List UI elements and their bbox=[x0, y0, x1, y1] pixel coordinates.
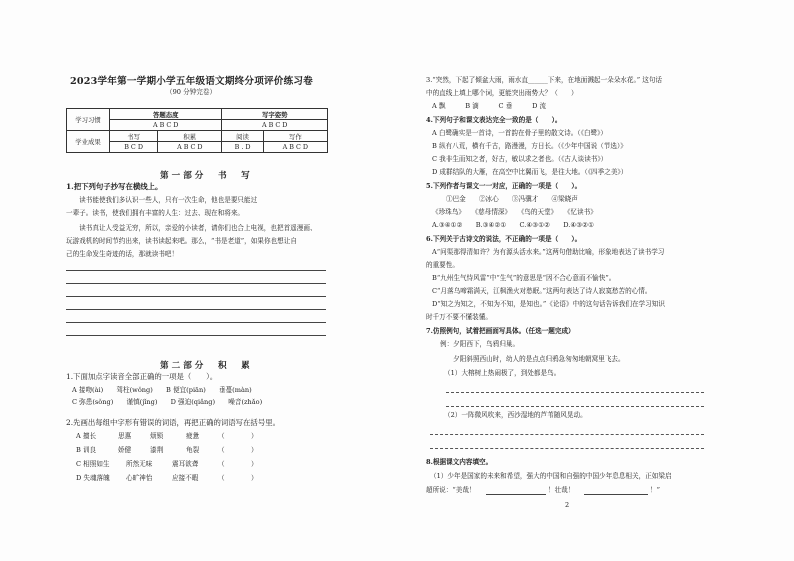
habits-label: 学习习惯 bbox=[67, 109, 110, 131]
q2-word: 震耳欲聋 bbox=[172, 460, 199, 468]
writing-line[interactable] bbox=[66, 296, 326, 297]
q7-answer-line[interactable] bbox=[446, 406, 704, 407]
q2-word: 娇健 bbox=[118, 446, 132, 454]
q2-word: 心旷神怡 bbox=[126, 474, 153, 482]
writing-line[interactable] bbox=[66, 270, 326, 271]
q3-options: A 飘 B 滴 C 垂 D 流 bbox=[432, 102, 547, 110]
q2-option: B 训良 bbox=[76, 446, 97, 454]
writing-line[interactable] bbox=[66, 335, 326, 336]
q4-option: D 成群结队的大雁，在高空中比翼而飞，是往大地。（《四季之美》） bbox=[432, 168, 628, 176]
writing-line[interactable] bbox=[66, 322, 326, 323]
q2-option: C 相照如生 bbox=[76, 460, 110, 468]
q5-authors: ①巴金 ②冰心 ③冯骥才 ④梁晓声 bbox=[446, 195, 578, 203]
q2-answer-bracket[interactable]: （ ） bbox=[218, 474, 258, 482]
passage-line: 己的生命发生奇迹的话，那就读书吧！ bbox=[66, 250, 179, 258]
col-accumulation: 积累 bbox=[158, 131, 222, 142]
q6-stem: 6.下列关于古诗文的说法，不正确的一项是（ ）。 bbox=[426, 235, 582, 243]
q6-option-d: D“知之为知之，不知为不知，是知也。”《论语》中的这句话告诉我们在学习知识 bbox=[432, 300, 665, 308]
q7-answer-line[interactable] bbox=[446, 392, 704, 393]
page-number: 2 bbox=[565, 501, 570, 509]
q3-line1: 3.“突然，下起了倾盆大雨，雨水直______下来，在地面溅起一朵朵水花。” 这句话 bbox=[426, 76, 663, 84]
q5-stem: 5.下列作者与课文一一对应，正确的一项是（ ）。 bbox=[426, 182, 582, 190]
q2-word: 思惠 bbox=[118, 432, 132, 440]
q2-option: D 失魂落魄 bbox=[76, 474, 110, 482]
q2-word: 所然无味 bbox=[126, 460, 153, 468]
q5-works: 《珍珠鸟》 《慈母情深》 《鸟的天堂》 《忆读书》 bbox=[432, 208, 597, 216]
q2-word: 应接不暇 bbox=[172, 474, 199, 482]
q7-item-2: （2）一阵微风吹来，西沙湿地的芦苇随风晃动。 bbox=[444, 411, 587, 419]
grade-composition: A B C D bbox=[263, 142, 327, 153]
exam-duration: （90 分钟完卷） bbox=[166, 88, 217, 96]
q4-option: A 白鹭确实是一首诗，一首韵在骨子里的散文诗。（《白鹭》） bbox=[432, 129, 607, 137]
q7-item-1: （1）大榕树上热闹极了，到处都是鸟。 bbox=[444, 369, 561, 377]
col-reading: 阅读 bbox=[222, 131, 263, 142]
q2-option: A 擅长 bbox=[76, 432, 97, 440]
writing-line[interactable] bbox=[66, 283, 326, 284]
q7-stem: 7.仿照例句，试着把画面写具体。（任选一题完成） bbox=[426, 327, 575, 335]
q6-option-b: B“九州生气恃风雷”中“生气”的意思是“因不合心意而不愉快”。 bbox=[432, 274, 616, 282]
attitude-grades: A B C D bbox=[110, 120, 222, 131]
q7-example-detail: 夕阳斜照西山时，幼人的是点点归鸦急匆匆地朝窝里飞去。 bbox=[440, 355, 625, 363]
q8-line2-end: ！” bbox=[650, 486, 660, 494]
q2-word: 漆荆 bbox=[150, 446, 164, 454]
q8-line2-mid: ！壮哉！ bbox=[548, 486, 575, 494]
q4-option: B 纵有八荒，横有千古，路漫漫，方日长。（《少年中国说（节选）》 bbox=[432, 142, 627, 150]
part2-heading: 第二部分 积 累 bbox=[160, 361, 253, 371]
writing-line[interactable] bbox=[66, 309, 326, 310]
passage-line: 玩游戏机的时间节约出来，读书读起来吧。那么，“书是老道”，如果你也想让自 bbox=[66, 237, 297, 245]
passage-line: 读书能使我们多认识一些人，只有一次生命，他也是要只能过 bbox=[66, 196, 258, 204]
q2-word: 烦锁 bbox=[150, 432, 164, 440]
q4-stem: 4.下列句子和课文表达完全一致的是（ ）。 bbox=[426, 116, 562, 124]
q7-example: 例：夕阳西下，鸟鸦归巢。 bbox=[440, 340, 520, 348]
q2-word: 龟裂 bbox=[186, 446, 200, 454]
q2-word: 疲惫 bbox=[186, 432, 200, 440]
part2-q2: 2.先画出每组中字形有错误的词语，再把正确的词语写在括号里。 bbox=[66, 418, 280, 427]
q2-answer-bracket[interactable]: （ ） bbox=[218, 432, 258, 440]
posture-grades: A B C D bbox=[222, 120, 328, 131]
col-composition: 写作 bbox=[263, 131, 327, 142]
q6-option-a-cont: 的重要性。 bbox=[426, 261, 459, 269]
score-table bbox=[66, 108, 328, 153]
q6-option-a: A“问渠那得清如许？为有源头活水来。”这两句借助比喻，形象地表达了读书学习 bbox=[432, 248, 665, 256]
q7-answer-line[interactable] bbox=[430, 434, 704, 435]
q8-stem: 8.根据课文内容填空。 bbox=[426, 458, 493, 466]
part1-heading: 第一部分 书 写 bbox=[160, 171, 253, 181]
grade-accumulation: A B C D bbox=[158, 142, 222, 153]
q6-option-d-cont: 时千万不要不懂装懂。 bbox=[426, 313, 492, 321]
q3-line2: 中的直线上填上哪个词，更能突出雨势大？（ ） bbox=[426, 89, 578, 97]
q8-blank[interactable] bbox=[584, 494, 648, 495]
q1-options-row: C 弥患(sǒng) 谨慎(jǐng) D 强迫(qiǎng) 噪音(zhǎo) bbox=[72, 398, 263, 406]
passage-line: 一辈子。读书，使我们拥有丰富的人生：过去、现在和将来。 bbox=[66, 209, 245, 217]
exam-title: 2023学年第一学期小学五年级语文期终分项评价练习卷 bbox=[70, 76, 313, 87]
posture-header: 写字姿势 bbox=[222, 109, 328, 120]
q6-option-c: C“月落乌啼霜满天，江枫渔火对愁眠。”这两句表达了诗人寂寞愁苦的心情。 bbox=[432, 287, 652, 295]
q8-blank[interactable] bbox=[486, 494, 546, 495]
grade-writing: B C D bbox=[110, 142, 158, 153]
q5-options: A.③④①② B.③④②① C.④③①② D.④③②① bbox=[432, 221, 594, 229]
achievement-label: 学业成果 bbox=[67, 131, 110, 153]
q8-line2-start: 超所说：“美哉！ bbox=[426, 486, 476, 494]
passage-line: 读书真让人受益无穷，所以，亲爱的小读者，请你们也合上电视，也把首遥漫画、 bbox=[66, 224, 317, 232]
grade-reading: B . D bbox=[222, 142, 263, 153]
q1-options-row: A 接吻(ài) 驾柱(wǒng) B 便宜(piān) 垂蔓(màn) bbox=[72, 386, 252, 394]
part1-q1: 1.把下列句子抄写在横线上。 bbox=[66, 182, 163, 191]
q8-line1: （1）少年是国家的未来和希望，强大的中国和自强的中国少年息息相关，正如梁启 bbox=[430, 472, 672, 480]
part2-q1: 1.下面加点字读音全部正确的一项是（ ）。 bbox=[66, 372, 218, 381]
col-writing: 书写 bbox=[110, 131, 158, 142]
q4-option: C 我非生而知之者，好古，敏以求之者也。（《古人谈读书》） bbox=[432, 155, 608, 163]
q7-answer-line[interactable] bbox=[430, 448, 704, 449]
attitude-header: 答题态度 bbox=[110, 109, 222, 120]
q2-answer-bracket[interactable]: （ ） bbox=[218, 460, 258, 468]
q2-answer-bracket[interactable]: （ ） bbox=[218, 446, 258, 454]
